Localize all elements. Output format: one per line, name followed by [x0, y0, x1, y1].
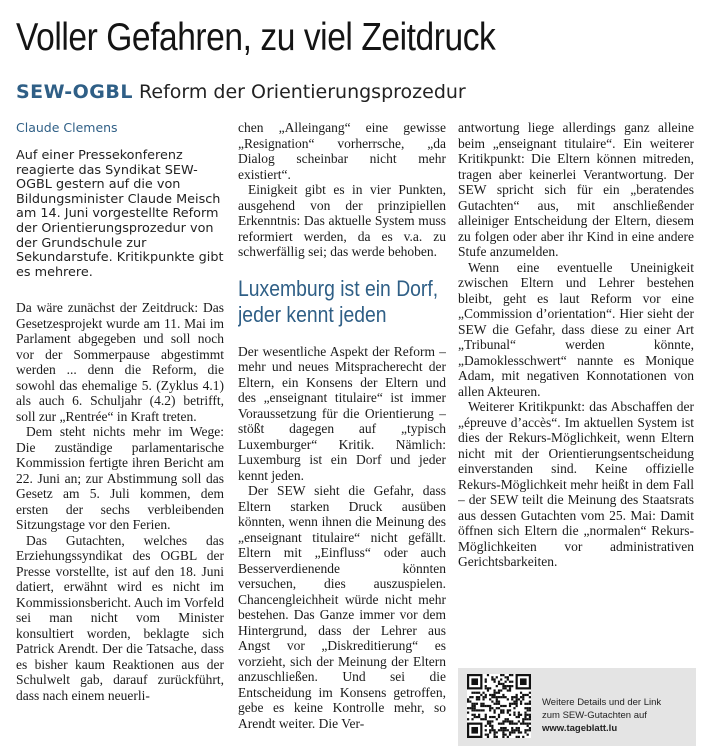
body-paragraph: Weiterer Kritikpunkt: das Abschaffen der „épreuve d’accès“. Im aktuellen System ist dies der Rekurs-Möglichkeit, wenn Eltern nicht mit der Orientierungsentscheidung einverstanden sind. Keine offizielle Rekurs-Möglichkeit mehr heißt in dem Fall – der SEW teilt die Meinung des Staatsrats aus dessen Gutachten vom 25. Mai: Damit öffnen sich Eltern die „normalen“ Rekurs-Möglichkeiten vor administrativen Gerichtsbarkeiten. [458, 399, 694, 569]
body-paragraph: chen „Alleingang“ eine gewisse „Resignation“ vorherrsche, „da Dialog scheinbar nicht mehr existiert“. [238, 120, 446, 182]
headline: Voller Gefahren, zu viel Zeitdruck [16, 16, 496, 59]
column-2 [238, 120, 446, 748]
body-paragraph: Der SEW sieht die Gefahr, dass Eltern starken Druck ausüben könnten, wenn ihnen die Meinung des „enseignant titulaire“ nicht gefällt. Eltern mit „Einfluss“ oder auch Besserverdienende könnten versuchen, dies auszuspielen. Chancengleichheit würde nicht mehr bestehen. Das Ganze immer vor dem Hintergrund, dass der Lehrer aus Angst vor „Diskreditierung“ es vorzieht, sich der Meinung der Eltern anzuschließen. Und sei die Entscheidung im Konsens getroffen, gebe es keine Kontrolle mehr, so Arendt weiter. Die Ver- [238, 483, 446, 731]
body-paragraph: Der wesentliche Aspekt der Reform – mehr und neues Mitspracherecht der Eltern, ein Konsens der Eltern und des „enseignant titulaire“ ist immer Voraussetzung für die Orientierung – stößt dagegen auf „typisch Luxemburger“ Kritik. Nämlich: Luxemburg ist ein Dorf und jeder kennt jeden. [238, 343, 446, 483]
author-byline: Claude Clemens [16, 120, 118, 135]
body-paragraph: Das Gutachten, welches das Erziehungssyndikat des OGBL der Presse vorstellte, ist auf den 18. Juni datiert, erwähnt wird es nicht im Kommissionsbericht. Auch im Vorfeld sei man nicht vom Minister konsultiert worden, beklagte sich Patrick Arendt. Der die Tatsache, dass es bisher kaum Reaktionen aus der Schulwelt gab, darauf zurückführt, dass nach einem neuerli- [16, 532, 224, 703]
qr-caption-line: zum SEW-Gutachten auf [542, 710, 647, 721]
body-paragraph: antwortung liege allerdings ganz alleine beim „enseignant titulaire“. Ein weiterer Kritikpunkt: Die Eltern können mitreden, tragen aber keinerlei Verantwortung. Der SEW spricht sich für ein „beratendes Gutachten“ aus, mit anschließender alleiniger Entscheidung der Eltern, diesem zu folgen oder aber ihr Kind in eine andere Stufe anzumelden. [458, 120, 694, 259]
qr-caption-line: Weitere Details und der Link [542, 697, 662, 708]
subheadline [16, 80, 696, 104]
subheadline-org: SEW-OGBL [16, 81, 133, 103]
intermediate-heading: Luxemburg ist ein Dorf, jeder kennt jeden [238, 275, 439, 327]
body-paragraph: Dem steht nichts mehr im Wege: Die zuständige parlamentarische Kommission fertigte ihren Bericht am 22. Juni an; zur Abstimmung soll das Gesetz am 5. Juli kommen, dem ersten der sechs verbleibenden Sitzungstage vor den Ferien. [16, 424, 224, 533]
body-paragraph: Wenn eine eventuelle Uneinigkeit zwischen Eltern und Lehrer bestehen bleibt, geht es laut Reform vor eine „Commission d’orientation“. Hier sieht der SEW die Gefahr, dass diese zu einer Art „Tribunal“ werden könnte, „Damoklesschwert“ nannte es Monique Adam, mit negativen Konnotationen von allen Akteuren. [458, 259, 694, 399]
qr-caption [542, 696, 692, 735]
body-paragraph: Einigkeit gibt es in vier Punkten, ausgehend von der prinzipiellen Erkenntnis: Das aktuelle System muss reformiert werden, da es v.a. zu schwerfällig sei; das werde behoben. [238, 182, 446, 259]
qr-info-box [458, 668, 696, 746]
qr-code-icon[interactable] [467, 674, 531, 738]
subheadline-title: Reform der Orientierungsprozedur [139, 81, 466, 103]
column-3 [458, 120, 694, 666]
body-paragraph: Da wäre zunächst der Zeitdruck: Das Gesetzesprojekt wurde am 11. Mai im Parlament abgegeben und soll noch vor der Sommerpause abgestimmt werden ... denn die Reform, die sowohl das ehemalige 5. (Zyklus 4.1) als auch 6. Schuljahr (4.2) betrifft, soll zur „Rentrée“ in Kraft treten. [16, 300, 224, 424]
column-1 [16, 120, 224, 748]
lead-paragraph: Auf einer Pressekonferenz reagierte das Syndikat SEW-OGBL gestern auf die von Bildungsminister Claude Meisch am 14. Juni vorgestellte Reform der Orientierungsprozedur von der Grundschule zur Sekundarstufe. Kritikpunkte gibt es mehrere. [16, 148, 224, 280]
qr-url-link[interactable]: www.tageblatt.lu [542, 723, 618, 734]
